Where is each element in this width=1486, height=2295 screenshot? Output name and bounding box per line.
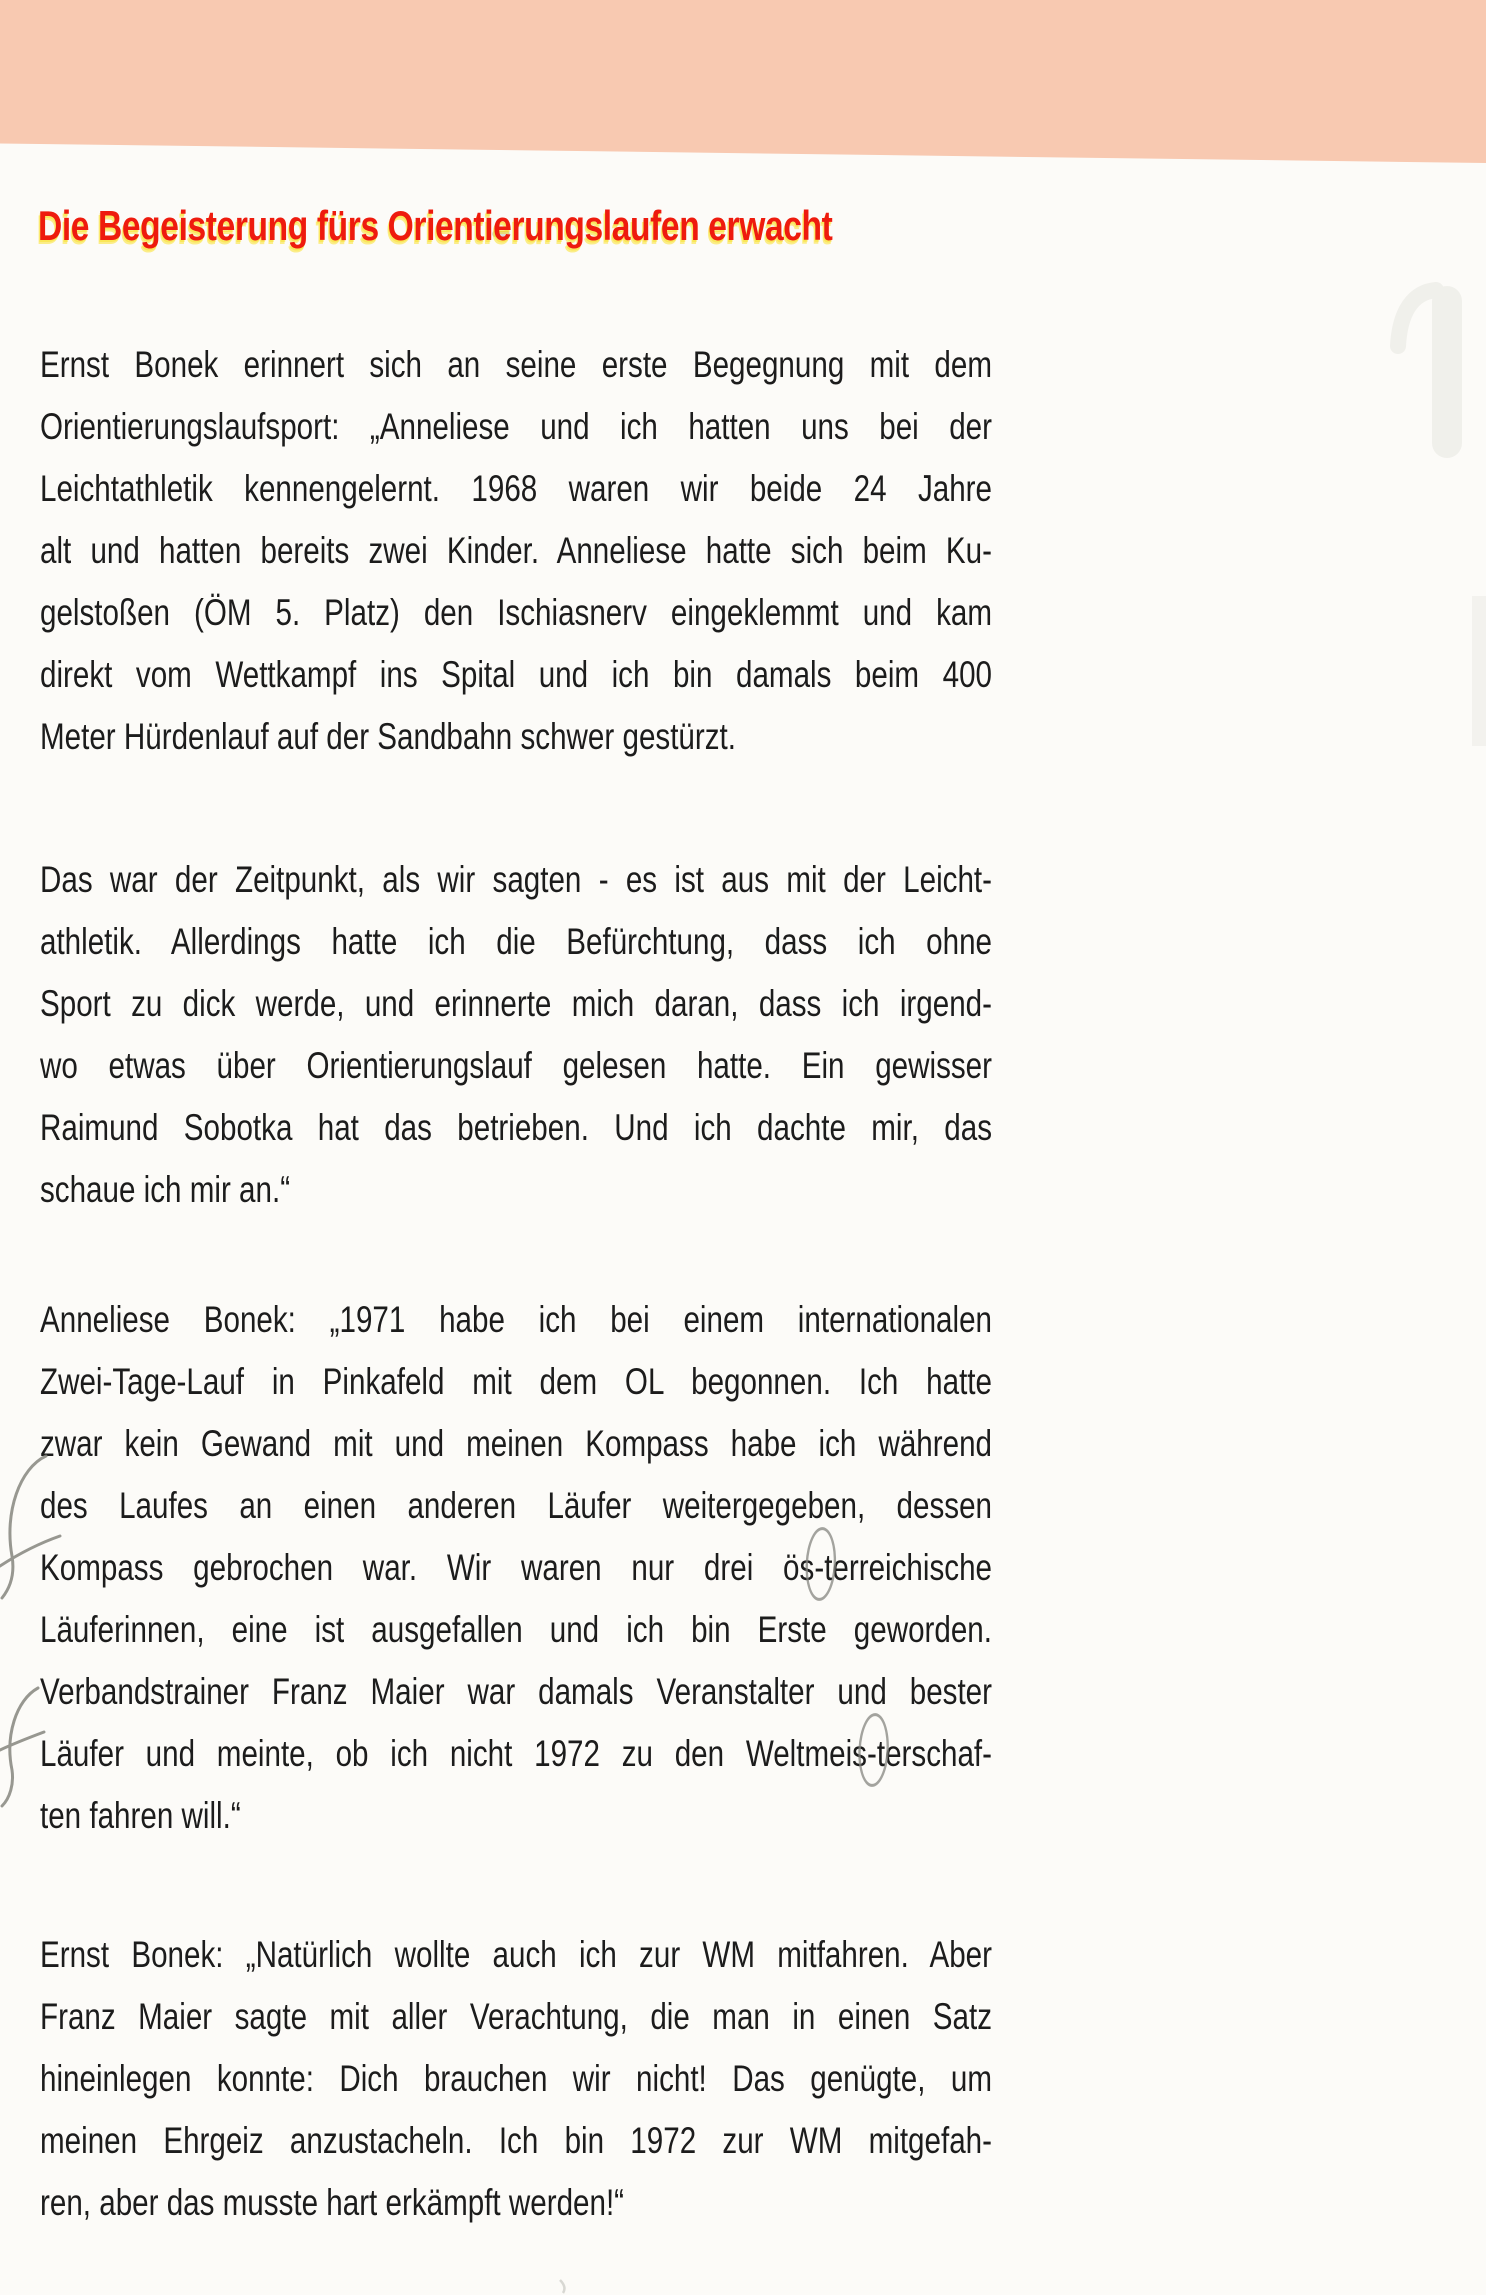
text-line: Raimund Sobotka hat das betrieben. Und ich dachte mir, das <box>40 1107 992 1148</box>
proofreader-circle-mark: - <box>867 1723 877 1785</box>
text-line: des Laufes an einen anderen Läufer weitergegeben, dessen <box>40 1485 992 1526</box>
paragraph-ernst-first-encounter <box>40 334 992 768</box>
text-line: schaue ich mir an.“ <box>40 1169 291 1210</box>
line-text: terschaf- <box>876 1733 992 1774</box>
text-line: Franz Maier sagte mit aller Verachtung, die man in einen Satz <box>40 1996 992 2037</box>
text-line: Verbandstrainer Franz Maier war damals Veranstalter und bester <box>40 1671 992 1712</box>
text-line: Orientierungslaufsport: „Anneliese und ich hatten uns bei der <box>40 406 992 447</box>
text-line: Meter Hürdenlauf auf der Sandbahn schwer gestürzt. <box>40 716 736 757</box>
scan-edge-smudge <box>1472 596 1486 746</box>
paragraph-quit-athletics <box>40 849 992 1221</box>
text-line: meinen Ehrgeiz anzustacheln. Ich bin 1972 zur WM mitgefah- <box>40 2120 992 2161</box>
paragraph-ernst-wm-1972 <box>40 1924 992 2234</box>
page-showthrough-ghost <box>1398 286 1462 458</box>
scan-smudge <box>560 2280 564 2293</box>
text-line-with-circled-typo <box>40 1537 992 1599</box>
text-line: wo etwas über Orientierungslauf gelesen hatte. Ein gewisser <box>40 1045 992 1086</box>
text-line: alt und hatten bereits zwei Kinder. Anneliese hatte sich beim Ku- <box>40 530 992 571</box>
text-line-with-circled-typo <box>40 1723 992 1785</box>
line-text: Läufer und meinte, ob ich nicht 1972 zu den Weltmeis <box>40 1733 867 1774</box>
text-line: zwar kein Gewand mit und meinen Kompass habe ich während <box>40 1423 992 1464</box>
text-line: Leichtathletik kennengelernt. 1968 waren wir beide 24 Jahre <box>40 468 992 509</box>
text-line: hineinlegen konnte: Dich brauchen wir nicht! Das genügte, um <box>40 2058 992 2099</box>
line-text: Kompass gebrochen war. Wir waren nur drei ös <box>40 1547 815 1588</box>
margin-deleatur-mark <box>0 1688 44 1806</box>
paragraph-anneliese-1971 <box>40 1289 992 1847</box>
text-line: Ernst Bonek: „Natürlich wollte auch ich zur WM mitfahren. Aber <box>40 1934 992 1975</box>
text-line: Anneliese Bonek: „1971 habe ich bei einem internationalen <box>40 1299 992 1340</box>
page-top-color-band <box>0 0 1486 163</box>
text-line: ten fahren will.“ <box>40 1795 241 1836</box>
text-line: athletik. Allerdings hatte ich die Befürchtung, dass ich ohne <box>40 921 992 962</box>
text-line: ren, aber das musste hart erkämpft werden!“ <box>40 2182 625 2223</box>
line-text: terreichische <box>824 1547 992 1588</box>
proofreader-circle-mark: - <box>814 1537 824 1599</box>
text-line: Läuferinnen, eine ist ausgefallen und ich bin Erste geworden. <box>40 1609 992 1650</box>
text-line: Sport zu dick werde, und erinnerte mich daran, dass ich irgend- <box>40 983 992 1024</box>
text-line: gelstoßen (ÖM 5. Platz) den Ischiasnerv eingeklemmt und kam <box>40 592 992 633</box>
text-line: direkt vom Wettkampf ins Spital und ich bin damals beim 400 <box>40 654 992 695</box>
text-line: Ernst Bonek erinnert sich an seine erste Begegnung mit dem <box>40 344 992 385</box>
text-line: Das war der Zeitpunkt, als wir sagten - es ist aus mit der Leicht- <box>40 859 992 900</box>
text-line: Zwei-Tage-Lauf in Pinkafeld mit dem OL begonnen. Ich hatte <box>40 1361 992 1402</box>
page-title: Die Begeisterung fürs Orientierungslaufen erwacht <box>38 202 833 250</box>
